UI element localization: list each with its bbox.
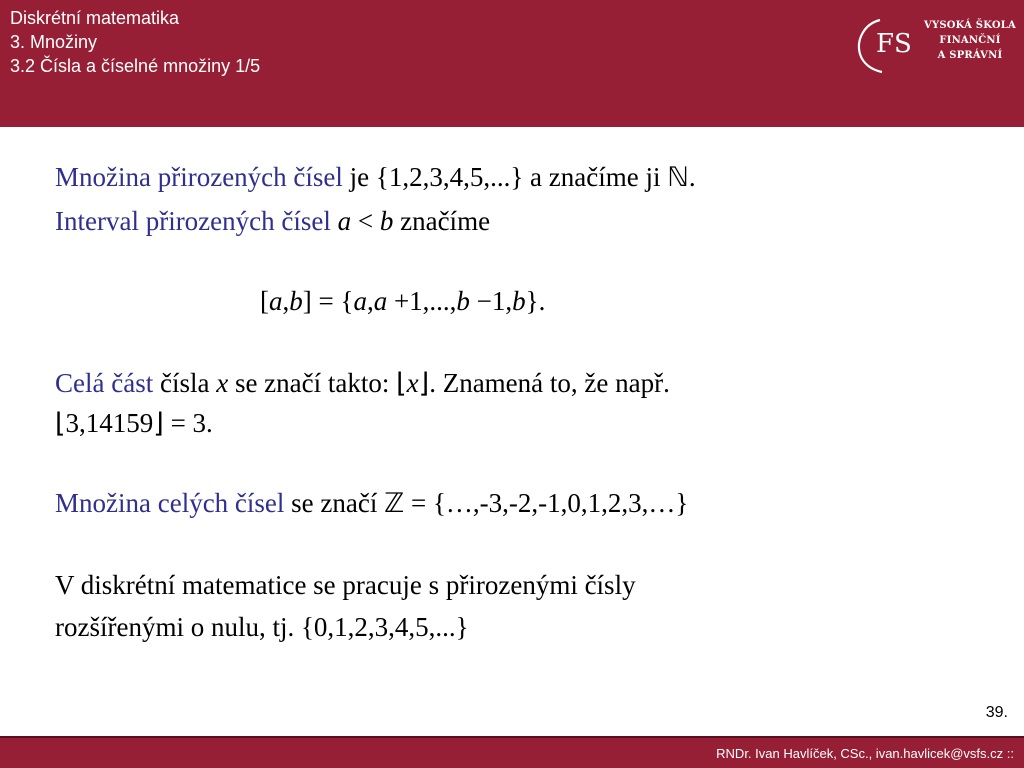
section-title: 3.2 Čísla a číselné množiny 1/5 [10,56,261,76]
floor-example: ⌊3,14159⌋ = 3. [55,408,213,438]
paragraph-discrete-line-1: V diskrétní matematice se pracuje s přirozenými čísly [55,570,636,600]
integers-symbol: ℤ [384,488,405,518]
var-b: b [379,206,394,236]
formula-var: b [512,286,526,316]
logo-line-1: VYSOKÁ ŠKOLA [924,20,1016,31]
term-interval: Interval přirozených čísel [55,206,331,236]
formula-part: , [282,286,290,316]
var-a: a [337,206,352,236]
interval-formula [260,285,545,317]
header-bar [0,0,1024,127]
formula-part: −1, [469,286,513,316]
paragraph-interval [55,205,490,237]
logo-line-2: FINANČNÍ [939,35,1001,46]
formula-var: b [456,286,470,316]
formula-part: }. [525,286,546,316]
p3-text-1: čísla [153,368,217,398]
p1-text-2: . [688,162,696,192]
floor-close: ⌋ [418,368,430,398]
formula-var: b [289,286,303,316]
paragraph-discrete-line-2: rozšířenými o nulu, tj. {0,1,2,3,4,5,...} [55,612,469,642]
formula-var: a [373,286,388,316]
vsfs-logo-icon [850,12,920,76]
formula-part: +1,..., [387,286,457,316]
footer-author: RNDr. Ivan Havlíček, CSc., ivan.havlicek@vsfs.cz :: [716,746,1014,761]
p4-text-1: se značí [284,488,385,518]
term-integers: Množina celých čísel [55,488,285,518]
formula-part: , [366,286,374,316]
natural-numbers-symbol: ℕ [667,162,689,192]
floor-open: ⌊ [396,368,407,398]
floor-var: x [406,368,419,398]
less-than: < [351,206,380,236]
chapter-title: 3. Množiny [10,32,98,52]
logo-line-3: A SPRÁVNÍ [937,50,1003,61]
course-title: Diskrétní matematika [10,8,180,28]
paragraph-floor [55,367,670,399]
logo-mark-text: FS [876,29,912,59]
header-titles [10,6,260,78]
paragraph-integers [55,487,688,519]
term-floor: Celá část [55,368,154,398]
p3-text-2: se značí takto: [228,368,397,398]
p1-text-1: je {1,2,3,4,5,...} a značíme ji [342,162,668,192]
formula-part: [ [260,286,269,316]
paragraph-natural-numbers [55,161,696,193]
logo-text [922,18,1018,63]
formula-var: a [353,286,367,316]
formula-part: ] = { [302,286,354,316]
p4-text-2: = {…,-3,-2,-1,0,1,2,3,…} [404,488,689,518]
formula-var: a [269,286,283,316]
page-number: 39. [985,704,1008,721]
var-x: x [216,368,229,398]
term-natural-numbers: Množina přirozených čísel [55,162,343,192]
p2-text: značíme [393,206,491,236]
school-logo [850,12,1020,76]
p3-text-3: . Znamená to, že např. [429,368,670,398]
